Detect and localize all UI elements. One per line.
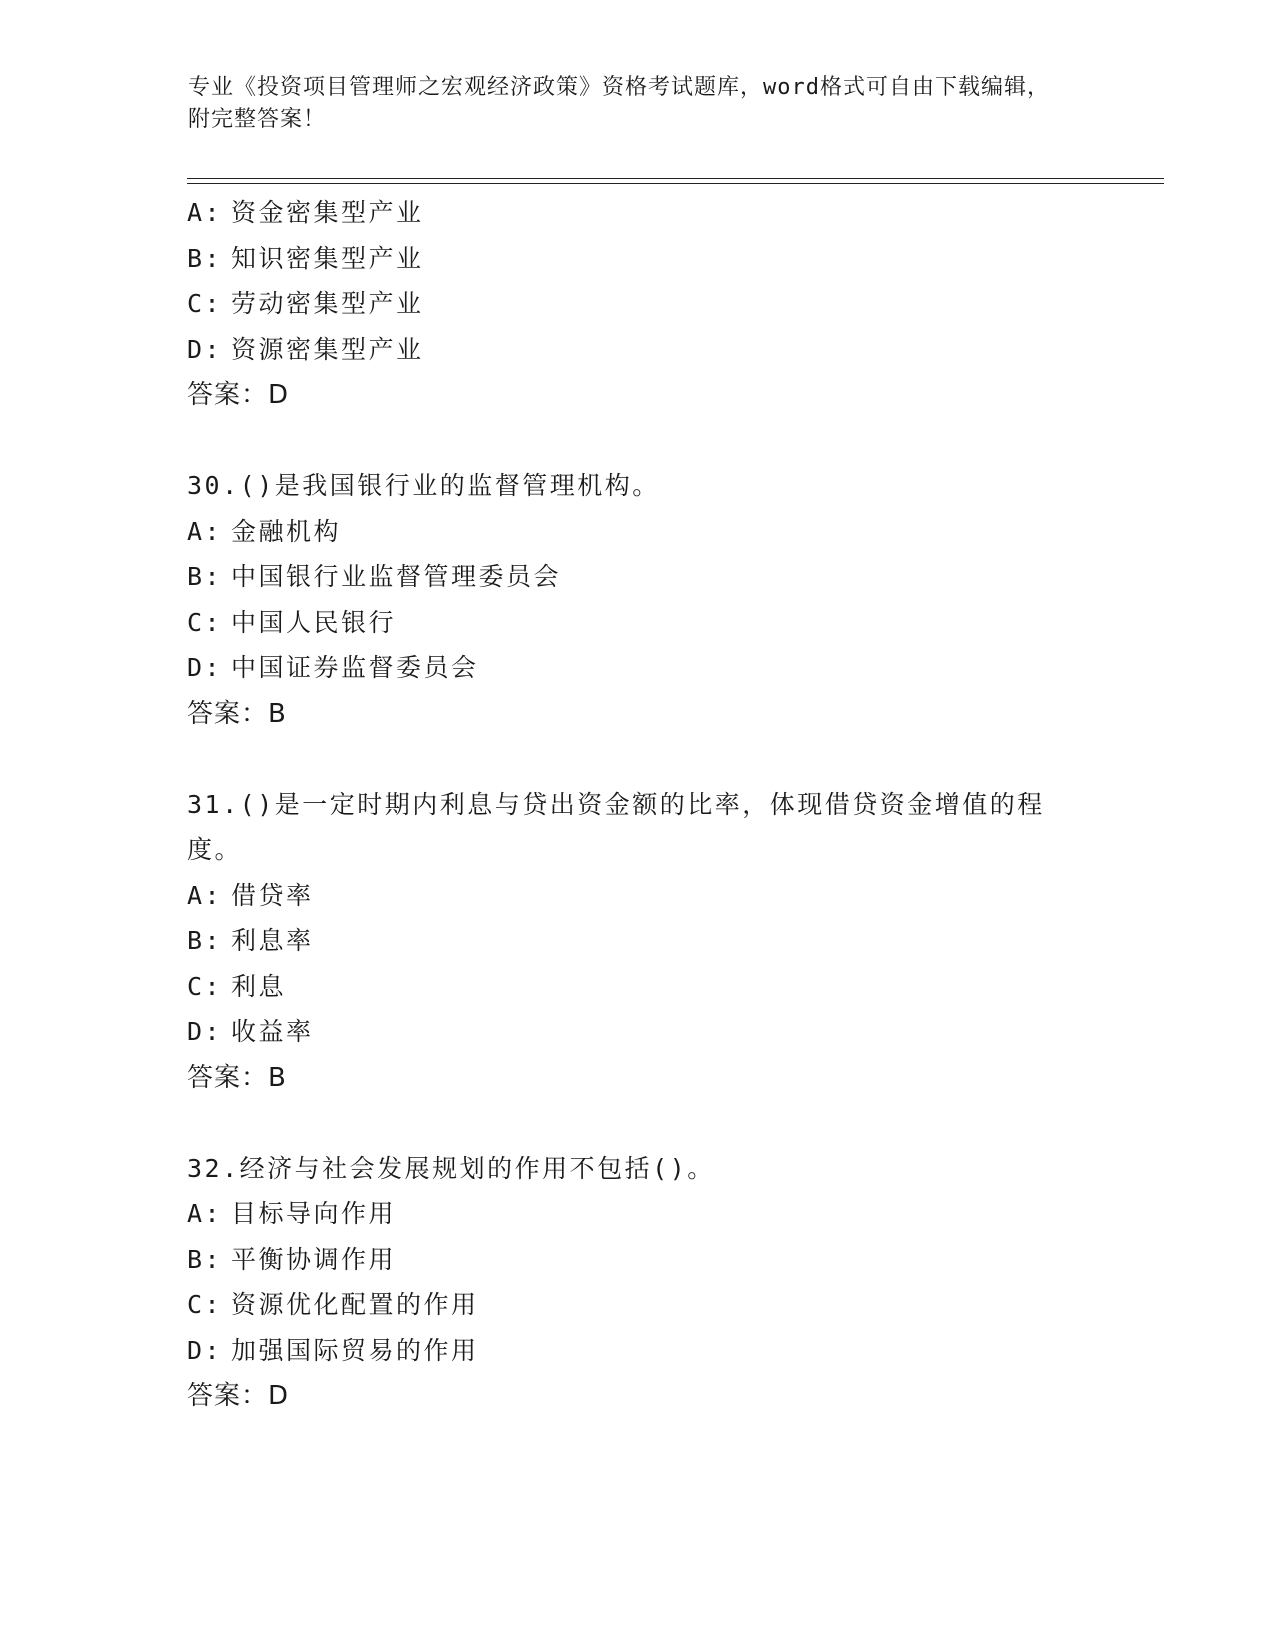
option-text: 金融机构 <box>231 516 342 546</box>
option-key: D: <box>187 334 223 364</box>
option-key: B: <box>187 243 223 273</box>
option-text: 资金密集型产业 <box>231 198 424 227</box>
option-key: C: <box>187 1290 223 1319</box>
answer-line: 答案：B <box>187 698 287 729</box>
option-row <box>187 964 1087 1010</box>
question-block <box>187 1146 1087 1420</box>
option-row <box>187 281 1087 327</box>
option-row <box>187 600 1087 646</box>
option-text: 收益率 <box>231 1017 314 1046</box>
option-key: A: <box>187 516 223 546</box>
option-key: C: <box>187 971 223 1001</box>
question-block <box>187 463 1087 737</box>
option-row <box>187 1328 1087 1374</box>
document-intro: 专业《投资项目管理师之宏观经济政策》资格考试题库，word格式可自由下载编辑，附完整答案！ <box>188 75 1050 132</box>
question-block <box>187 782 1087 1101</box>
option-text: 中国证券监督委员会 <box>231 653 479 682</box>
option-row <box>187 1009 1087 1055</box>
option-text: 中国人民银行 <box>231 607 397 637</box>
option-text: 利息率 <box>231 926 314 955</box>
header-divider-bottom <box>187 183 1164 184</box>
option-text: 目标导向作用 <box>231 1199 397 1228</box>
option-row <box>187 554 1087 600</box>
option-text: 中国银行业监督管理委员会 <box>231 562 562 591</box>
option-text: 劳动密集型产业 <box>231 289 424 318</box>
option-key: A: <box>187 880 223 910</box>
answer-line: 答案：B <box>187 1062 287 1093</box>
option-text: 借贷率 <box>231 880 314 910</box>
option-row <box>187 918 1087 964</box>
answer-line: 答案：D <box>187 1381 290 1411</box>
option-key: C: <box>187 289 223 318</box>
header-divider-top <box>187 178 1164 179</box>
option-text: 加强国际贸易的作用 <box>231 1335 479 1365</box>
option-row <box>187 190 1087 236</box>
option-row <box>187 1237 1087 1283</box>
option-row <box>187 1191 1087 1237</box>
answer-line: 答案：D <box>187 380 290 410</box>
question-stem: 30.()是我国银行业的监督管理机构。 <box>187 471 660 500</box>
option-text: 资源密集型产业 <box>231 334 424 364</box>
option-row <box>187 1282 1087 1328</box>
option-row <box>187 236 1087 282</box>
option-key: B: <box>187 562 223 591</box>
option-key: D: <box>187 1335 223 1365</box>
question-stem: 32.经济与社会发展规划的作用不包括()。 <box>187 1153 715 1183</box>
option-row <box>187 645 1087 691</box>
option-key: B: <box>187 1244 223 1274</box>
option-key: D: <box>187 1017 223 1046</box>
option-key: C: <box>187 607 223 637</box>
option-key: A: <box>187 198 223 227</box>
question-stem: 31.()是一定时期内利息与贷出资金额的比率，体现借贷资金增值的程度。 <box>187 789 1045 864</box>
option-row <box>187 509 1087 555</box>
option-row <box>187 327 1087 373</box>
option-text: 利息 <box>231 971 287 1001</box>
option-row <box>187 873 1087 919</box>
question-block <box>187 190 1087 418</box>
option-text: 知识密集型产业 <box>231 243 424 273</box>
option-key: B: <box>187 926 223 955</box>
option-key: D: <box>187 653 223 682</box>
option-key: A: <box>187 1199 223 1228</box>
question-list <box>187 190 1087 1419</box>
option-text: 资源优化配置的作用 <box>231 1290 479 1319</box>
option-text: 平衡协调作用 <box>231 1244 397 1274</box>
